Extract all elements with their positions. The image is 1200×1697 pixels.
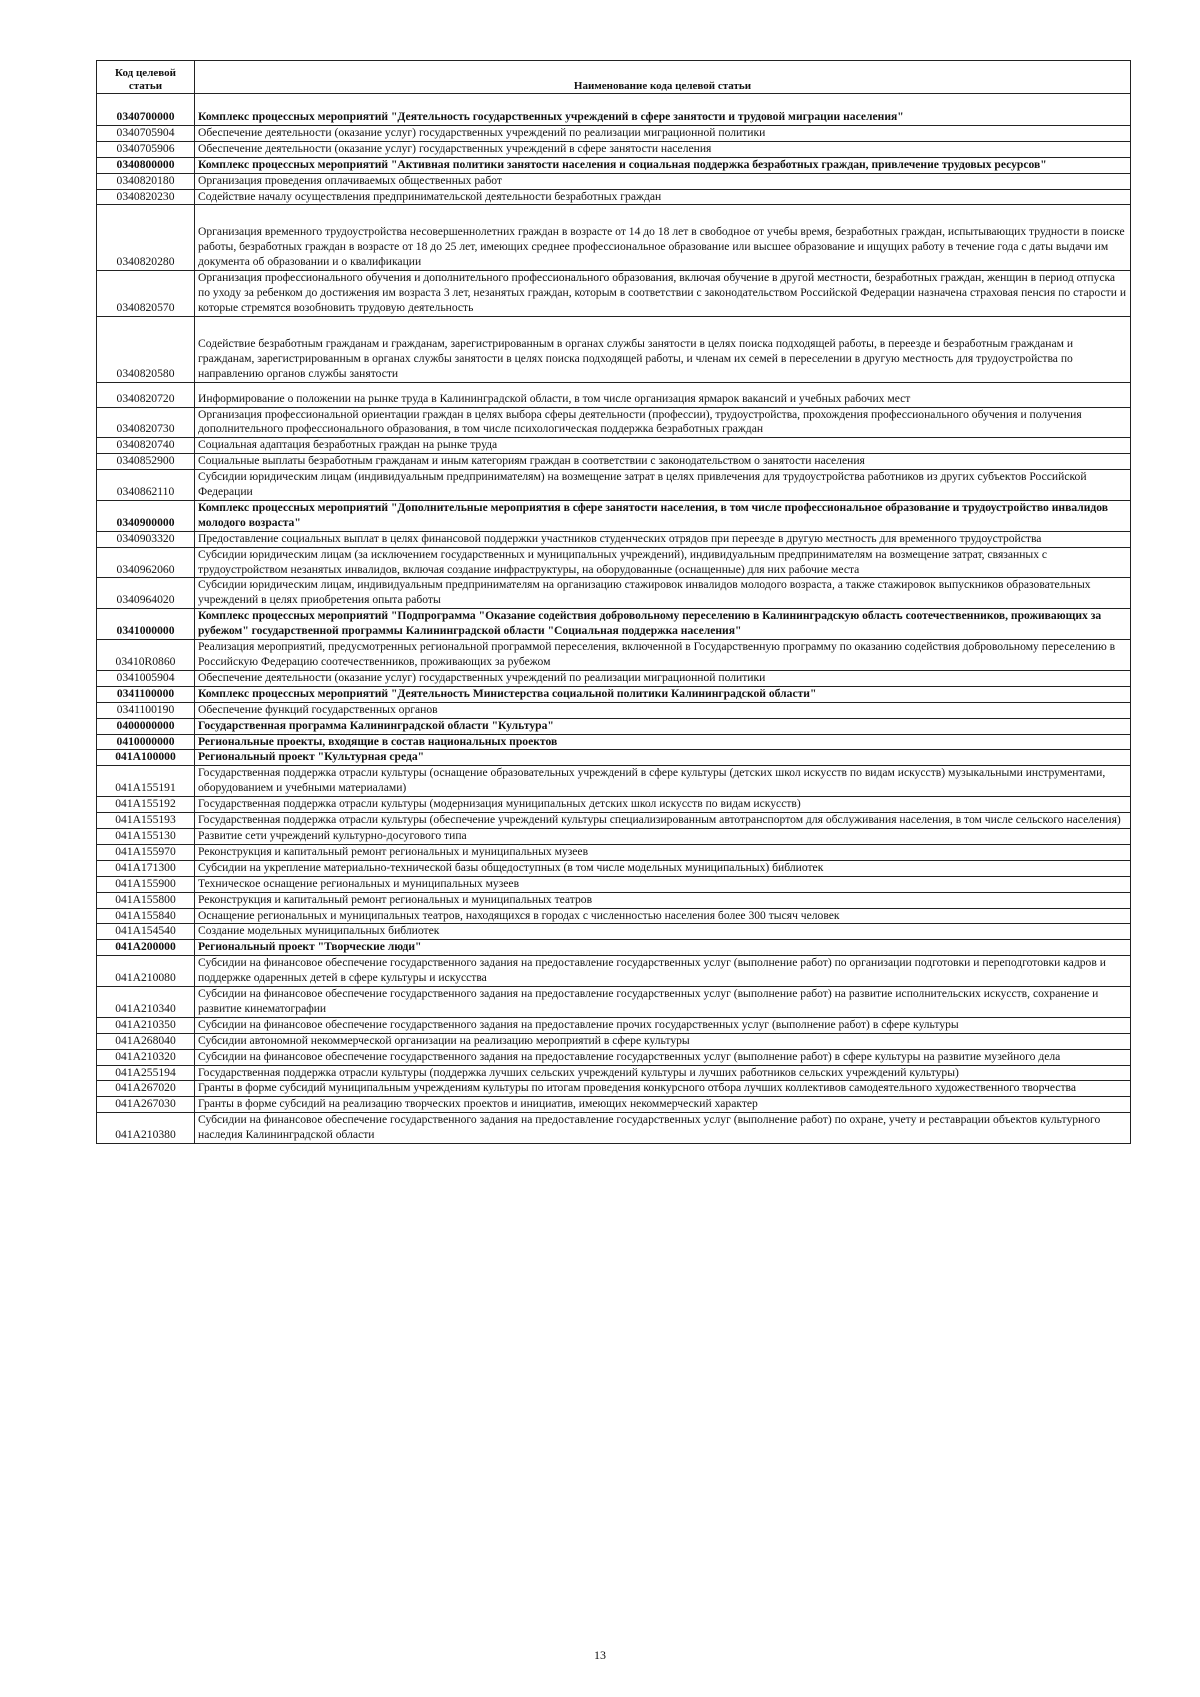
target-article-name: Предоставление социальных выплат в целях финансовой поддержки участников студенческих отрядов при переезде в другую местность для временного трудоустройства bbox=[195, 531, 1131, 547]
table-row bbox=[97, 718, 1131, 734]
table-row bbox=[97, 940, 1131, 956]
target-article-name: Региональный проект "Творческие люди" bbox=[195, 940, 1131, 956]
target-article-code: 0340900000 bbox=[97, 500, 195, 531]
table-row bbox=[97, 1033, 1131, 1049]
table-row bbox=[97, 407, 1131, 438]
table-row bbox=[97, 205, 1131, 271]
target-article-name: Региональный проект "Культурная среда" bbox=[195, 750, 1131, 766]
table-row bbox=[97, 766, 1131, 797]
table-row bbox=[97, 670, 1131, 686]
target-article-code: 041A155193 bbox=[97, 813, 195, 829]
target-article-name: Обеспечение деятельности (оказание услуг) государственных учреждений в сфере занятости населения bbox=[195, 141, 1131, 157]
target-article-name: Организация временного трудоустройства несовершеннолетних граждан в возрасте от 14 до 18 лет в свободное от учебы время, безработных граждан, испытывающих трудности в поиске работы, безработных граждан в возрасте от 18 до 25 лет, имеющих среднее профессиональное образование или высшее образование и ищущих работу в течение года с даты выдачи им документа об образовании и о квалификации bbox=[195, 205, 1131, 271]
table-row bbox=[97, 702, 1131, 718]
target-article-name: Субсидии на финансовое обеспечение государственного задания на предоставление государственных услуг (выполнение работ) на развитие исполнительских искусств, сохранение и развитие кинематографии bbox=[195, 987, 1131, 1018]
table-row bbox=[97, 686, 1131, 702]
table-row bbox=[97, 454, 1131, 470]
target-article-name: Региональные проекты, входящие в состав национальных проектов bbox=[195, 734, 1131, 750]
target-article-code: 0340820730 bbox=[97, 407, 195, 438]
target-article-name: Техническое оснащение региональных и муниципальных музеев bbox=[195, 876, 1131, 892]
target-article-code: 0340962060 bbox=[97, 547, 195, 578]
target-article-name: Обеспечение функций государственных органов bbox=[195, 702, 1131, 718]
target-article-name: Субсидии на укрепление материально-технической базы общедоступных (в том числе модельных муниципальных) библиотек bbox=[195, 860, 1131, 876]
target-article-name: Оснащение региональных и муниципальных театров, находящихся в городах с численностью населения более 300 тысяч человек bbox=[195, 908, 1131, 924]
table-row bbox=[97, 1081, 1131, 1097]
target-article-code: 041A267030 bbox=[97, 1097, 195, 1113]
target-article-name: Обеспечение деятельности (оказание услуг) государственных учреждений по реализации миграционной политики bbox=[195, 670, 1131, 686]
target-article-code: 0410000000 bbox=[97, 734, 195, 750]
target-article-name: Организация профессионального обучения и дополнительного профессионального образования, включая обучение в другой местности, безработных граждан, женщин в период отпуска по уходу за ребенком до достижения им возраста 3 лет, незанятых граждан, которым в соответствии с законодательством Российской Федерации назначена страховая пенсия по старости и которые стремятся возобновить трудовую деятельность bbox=[195, 271, 1131, 317]
budget-table-sheet bbox=[96, 60, 1130, 1144]
table-row bbox=[97, 382, 1131, 407]
target-article-code: 041A155191 bbox=[97, 766, 195, 797]
target-article-name: Субсидии юридическим лицам, индивидуальным предпринимателям на организацию стажировок инвалидов молодого возраста, а также стажировок выпускников образовательных учреждений в целях приобретения опыта работы bbox=[195, 578, 1131, 609]
table-row bbox=[97, 813, 1131, 829]
target-article-code: 0340820580 bbox=[97, 316, 195, 382]
table-row bbox=[97, 924, 1131, 940]
target-article-code: 041A200000 bbox=[97, 940, 195, 956]
target-article-code: 0340820720 bbox=[97, 382, 195, 407]
table-row bbox=[97, 125, 1131, 141]
table-row bbox=[97, 1065, 1131, 1081]
target-article-name: Информирование о положении на рынке труда в Калининградской области, в том числе организация ярмарок вакансий и учебных рабочих мест bbox=[195, 382, 1131, 407]
target-article-name: Государственная программа Калининградской области "Культура" bbox=[195, 718, 1131, 734]
target-article-code: 0340820280 bbox=[97, 205, 195, 271]
target-article-code: 041A171300 bbox=[97, 860, 195, 876]
target-article-name: Социальные выплаты безработным гражданам и иным категориям граждан в соответствии с законодательством о занятости населения bbox=[195, 454, 1131, 470]
target-article-name: Социальная адаптация безработных граждан на рынке труда bbox=[195, 438, 1131, 454]
target-article-name: Субсидии на финансовое обеспечение государственного задания на предоставление государственных услуг (выполнение работ) в сфере культуры на развитие музейного дела bbox=[195, 1049, 1131, 1065]
target-article-code: 0400000000 bbox=[97, 718, 195, 734]
header-name-column: Наименование кода целевой статьи bbox=[195, 61, 1131, 94]
target-article-name: Субсидии на финансовое обеспечение государственного задания на предоставление прочих государственных услуг (выполнение работ) в сфере культуры bbox=[195, 1017, 1131, 1033]
target-article-name: Комплекс процессных мероприятий "Деятельность Министерства социальной политики Калининградской области" bbox=[195, 686, 1131, 702]
target-article-name: Гранты в форме субсидий муниципальным учреждениям культуры по итогам проведения конкурсного отбора лучших коллективов самодеятельного художественного творчества bbox=[195, 1081, 1131, 1097]
table-row bbox=[97, 1097, 1131, 1113]
table-row bbox=[97, 547, 1131, 578]
table-row bbox=[97, 908, 1131, 924]
target-article-name: Комплекс процессных мероприятий "Активная политики занятости населения и социальная поддержка безработных граждан, привлечение трудовых ресурсов" bbox=[195, 157, 1131, 173]
target-article-code: 041A210380 bbox=[97, 1113, 195, 1144]
target-article-name: Государственная поддержка отрасли культуры (модернизация муниципальных детских школ искусств по видам искусств) bbox=[195, 797, 1131, 813]
target-article-code: 041A155192 bbox=[97, 797, 195, 813]
table-row bbox=[97, 734, 1131, 750]
table-row bbox=[97, 860, 1131, 876]
table-row bbox=[97, 531, 1131, 547]
table-row bbox=[97, 609, 1131, 640]
target-article-name: Реконструкция и капитальный ремонт региональных и муниципальных музеев bbox=[195, 844, 1131, 860]
target-article-code: 041A210320 bbox=[97, 1049, 195, 1065]
table-row bbox=[97, 578, 1131, 609]
target-article-code: 041A155800 bbox=[97, 892, 195, 908]
target-article-name: Комплекс процессных мероприятий "Подпрограмма "Оказание содействия добровольному переселению в Калининградскую область соотечественников, проживающих за рубежом" государственной программы Калининградской области "Социальная поддержка населения" bbox=[195, 609, 1131, 640]
table-row bbox=[97, 1049, 1131, 1065]
target-article-code: 0340700000 bbox=[97, 94, 195, 126]
table-row bbox=[97, 892, 1131, 908]
table-row bbox=[97, 173, 1131, 189]
table-row bbox=[97, 844, 1131, 860]
page-number: 13 bbox=[594, 1648, 606, 1662]
target-article-name: Обеспечение деятельности (оказание услуг) государственных учреждений по реализации миграционной политики bbox=[195, 125, 1131, 141]
table-row bbox=[97, 797, 1131, 813]
table-body bbox=[97, 94, 1131, 1144]
table-header-row bbox=[97, 61, 1131, 94]
target-article-name: Субсидии юридическим лицам (за исключением государственных и муниципальных учреждений), индивидуальным предпринимателям на возмещение затрат, связанных с трудоустройством незанятых инвалидов, включая создание инфраструктуры, на оборудованные (оснащенные) для них рабочие места bbox=[195, 547, 1131, 578]
table-row bbox=[97, 189, 1131, 205]
target-article-name: Гранты в форме субсидий на реализацию творческих проектов и инициатив, имеющих некоммерческий характер bbox=[195, 1097, 1131, 1113]
table-row bbox=[97, 94, 1131, 126]
target-article-code: 0341000000 bbox=[97, 609, 195, 640]
target-article-code: 041A155840 bbox=[97, 908, 195, 924]
target-article-name: Создание модельных муниципальных библиотек bbox=[195, 924, 1131, 940]
table-row bbox=[97, 640, 1131, 671]
target-article-code: 041A155130 bbox=[97, 828, 195, 844]
target-article-code: 041A210080 bbox=[97, 956, 195, 987]
target-article-name: Содействие началу осуществления предпринимательской деятельности безработных граждан bbox=[195, 189, 1131, 205]
table-row bbox=[97, 1113, 1131, 1144]
target-article-code: 03410R0860 bbox=[97, 640, 195, 671]
table-row bbox=[97, 750, 1131, 766]
target-article-code: 0340820740 bbox=[97, 438, 195, 454]
target-article-name: Субсидии автономной некоммерческой организации на реализацию мероприятий в сфере культуры bbox=[195, 1033, 1131, 1049]
target-article-name: Государственная поддержка отрасли культуры (поддержка лучших сельских учреждений культуры и лучших работников сельских учреждений культуры) bbox=[195, 1065, 1131, 1081]
table-row bbox=[97, 1017, 1131, 1033]
target-article-code: 041A154540 bbox=[97, 924, 195, 940]
target-article-code: 0340820570 bbox=[97, 271, 195, 317]
target-article-code: 0340903320 bbox=[97, 531, 195, 547]
target-article-code: 041A267020 bbox=[97, 1081, 195, 1097]
table-row bbox=[97, 876, 1131, 892]
table-row bbox=[97, 956, 1131, 987]
table-row bbox=[97, 828, 1131, 844]
table-row bbox=[97, 500, 1131, 531]
target-article-code: 041A100000 bbox=[97, 750, 195, 766]
table-row bbox=[97, 987, 1131, 1018]
table-row bbox=[97, 316, 1131, 382]
target-article-code: 0340705906 bbox=[97, 141, 195, 157]
target-article-name: Государственная поддержка отрасли культуры (обеспечение учреждений культуры специализированным автотранспортом для обслуживания населения, в том числе сельского населения) bbox=[195, 813, 1131, 829]
target-article-name: Субсидии на финансовое обеспечение государственного задания на предоставление государственных услуг (выполнение работ) по организации подготовки и переподготовки кадров и поддержке одаренных детей в сфере культуры и искусства bbox=[195, 956, 1131, 987]
table-row bbox=[97, 271, 1131, 317]
target-article-name: Комплекс процессных мероприятий "Деятельность государственных учреждений в сфере занятости и трудовой миграции населения" bbox=[195, 94, 1131, 126]
target-article-code: 0340705904 bbox=[97, 125, 195, 141]
target-article-name: Субсидии на финансовое обеспечение государственного задания на предоставление государственных услуг (выполнение работ) по охране, учету и реставрации объектов культурного наследия Калининградской области bbox=[195, 1113, 1131, 1144]
target-article-code: 041A210350 bbox=[97, 1017, 195, 1033]
table-row bbox=[97, 470, 1131, 501]
header-code-column: Код целевой статьи bbox=[97, 61, 195, 94]
target-article-code: 041A268040 bbox=[97, 1033, 195, 1049]
target-article-name: Реконструкция и капитальный ремонт региональных и муниципальных театров bbox=[195, 892, 1131, 908]
target-article-code: 0340800000 bbox=[97, 157, 195, 173]
target-article-code: 0341100190 bbox=[97, 702, 195, 718]
table-row bbox=[97, 157, 1131, 173]
target-article-code: 0340820230 bbox=[97, 189, 195, 205]
target-article-code: 0341005904 bbox=[97, 670, 195, 686]
target-article-code: 041A155970 bbox=[97, 844, 195, 860]
target-article-code: 041A255194 bbox=[97, 1065, 195, 1081]
target-article-code: 0340820180 bbox=[97, 173, 195, 189]
target-article-name: Организация проведения оплачиваемых общественных работ bbox=[195, 173, 1131, 189]
target-article-name: Развитие сети учреждений культурно-досугового типа bbox=[195, 828, 1131, 844]
target-article-code: 041A210340 bbox=[97, 987, 195, 1018]
target-article-name: Субсидии юридическим лицам (индивидуальным предпринимателям) на возмещение затрат в целях привлечения для трудоустройства работников из других субъектов Российской Федерации bbox=[195, 470, 1131, 501]
target-article-name: Организация профессиональной ориентации граждан в целях выбора сферы деятельности (профессии), трудоустройства, прохождения профессионального обучения и получения дополнительного профессионального образования, в том числе психологическая поддержка безработных граждан bbox=[195, 407, 1131, 438]
table-row bbox=[97, 438, 1131, 454]
target-article-code: 0340964020 bbox=[97, 578, 195, 609]
target-article-code: 0340852900 bbox=[97, 454, 195, 470]
target-article-code: 0341100000 bbox=[97, 686, 195, 702]
target-article-name: Государственная поддержка отрасли культуры (оснащение образовательных учреждений в сфере культуры (детских школ искусств по видам искусств) музыкальными инструментами, оборудованием и учебными материалами) bbox=[195, 766, 1131, 797]
target-article-name: Содействие безработным гражданам и гражданам, зарегистрированным в органах службы занятости в целях поиска подходящей работы, в переезде и безработным гражданам и гражданам, зарегистрированным в органах службы занятости в целях поиска подходящей работы, и членам их семей в переселении в другую местность для трудоустройства по направлению органов службы занятости bbox=[195, 316, 1131, 382]
target-article-code: 041A155900 bbox=[97, 876, 195, 892]
table-row bbox=[97, 141, 1131, 157]
target-article-code: 0340862110 bbox=[97, 470, 195, 501]
target-article-codes-table bbox=[96, 60, 1131, 1144]
target-article-name: Реализация мероприятий, предусмотренных региональной программой переселения, включенной в Государственную программу по оказанию содействия добровольному переселению в Российскую Федерацию соотечественников, проживающих за рубежом bbox=[195, 640, 1131, 671]
target-article-name: Комплекс процессных мероприятий "Дополнительные мероприятия в сфере занятости населения, в том числе профессиональное образование и трудоустройство инвалидов молодого возраста" bbox=[195, 500, 1131, 531]
